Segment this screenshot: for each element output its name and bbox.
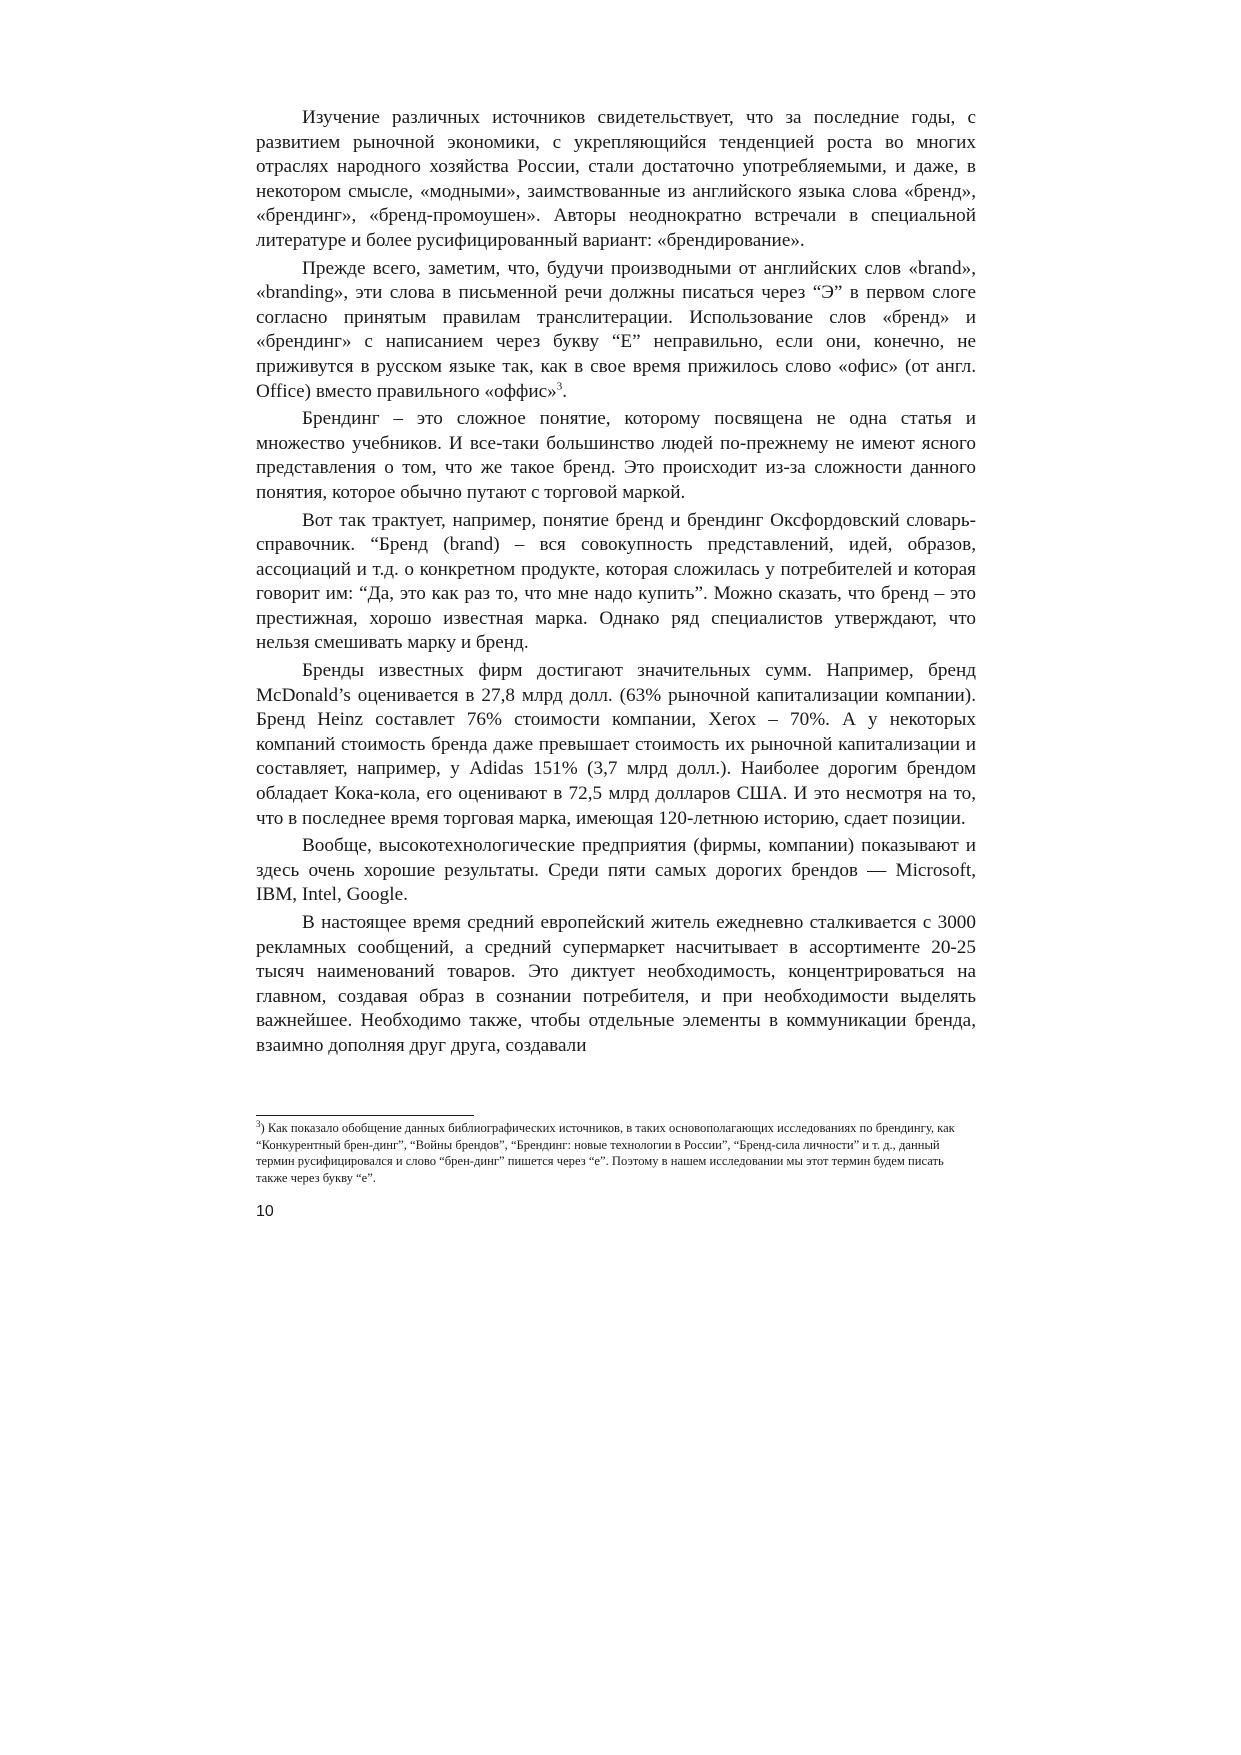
paragraph-2 [256,257,976,405]
paragraph-2-end: . [562,380,568,402]
page-number: 10 [256,1203,274,1220]
document-body [256,106,976,1059]
footnote-divider [256,1115,474,1116]
footnote-text: ) Как показало обобщение данных библиографических источников, в таких основополагающих исследованиях по брендингу, как “Конкурентный брен-динг”, “Войны брендов”, “Брендинг: новые технологии в России”, “Бренд-сила личности” и т. д., данный термин русифицировался и слово “брен-динг” пишется через “е”. Поэтому в нашем исследовании мы этот термин будем писать также через букву “е”. [256,1121,955,1185]
paragraph-4: Вот так трактует, например, понятие бренд и брендинг Оксфордовский словарь-справочник. “Бренд (brand) – вся совокупность представлений, идей, образов, ассоциаций и т.д. о конкретном продукте, которая сложилась у потребителей и которая говорит им: “Да, это как раз то, что мне надо купить”. Можно сказать, что бренд – это престижная, хорошо известная марка. Однако ряд специалистов утверждают, что нельзя смешивать марку и бренд. [256,509,976,654]
paragraph-3: Брендинг – это сложное понятие, которому посвящена не одна статья и множество учебников. И все-таки большинство людей по-прежнему не имеют ясного представления о том, что же такое бренд. Это происходит из-за сложности данного понятия, которое обычно путают с торговой маркой. [256,408,976,503]
paragraph-2-text: Прежде всего, заметим, что, будучи производными от английских слов «brand», «branding», эти слова в письменной речи должны писаться через “Э” в первом слоге согласно принятым правилам транслитерации. Использование слов «бренд» и «брендинг» с написанием через букву “Е” неправильно, если они, конечно, не приживутся в русском языке так, как в свое время прижилось слово «офис» (от англ. Office) вместо правильного «оффис» [256,257,976,402]
footnote-reference: 3 [556,380,563,393]
paragraph-1: Изучение различных источников свидетельствует, что за последние годы, с развитием рыночной экономики, с укрепляющийся тенденцией роста во многих отраслях народного хозяйства России, стали достаточно употребляемыми, и даже, в некотором смысле, «модными», заимствованные из английского языка слова «бренд», «брендинг», «бренд-промоушен». Авторы неоднократно встречали в специальной литературе и более русифицированный вариант: «брендирование». [256,107,976,251]
paragraph-6: Вообще, высокотехнологические предприятия (фирмы, компании) показывают и здесь очень хорошие результаты. Среди пяти самых дорогих брендов — Microsoft, IBM, Intel, Google. [256,835,976,906]
footnote-marker: 3 [256,1118,261,1129]
paragraph-5: Бренды известных фирм достигают значительных сумм. Например, бренд McDonald’s оценивается в 27,8 млрд долл. (63% рыночной капитализации компании). Бренд Heinz составлет 76% стоимости компании, Xerox – 70%. А у некоторых компаний стоимость бренда даже превышает стоимость их рыночной капитализации и составляет, например, у Adidas 151% (3,7 млрд долл.). Наиболее дорогим брендом обладает Кока-кола, его оценивают в 72,5 млрд долларов США. И это несмотря на то, что в последнее время торговая марка, имеющая 120-летнюю историю, сдает позиции. [256,660,976,829]
paragraph-7: В настоящее время средний европейский житель ежедневно сталкивается с 3000 рекламных сообщений, а средний супермаркет насчитывает в ассортименте 20-25 тысяч наименований товаров. Это диктует необходимость, концентрироваться на главном, создавая образ в сознании потребителя, и при необходимости выделять важнейшее. Необходимо также, чтобы отдельные элементы в коммуникации бренда, взаимно дополняя друг друга, создавали [256,912,976,1056]
footnote [256,1120,976,1186]
